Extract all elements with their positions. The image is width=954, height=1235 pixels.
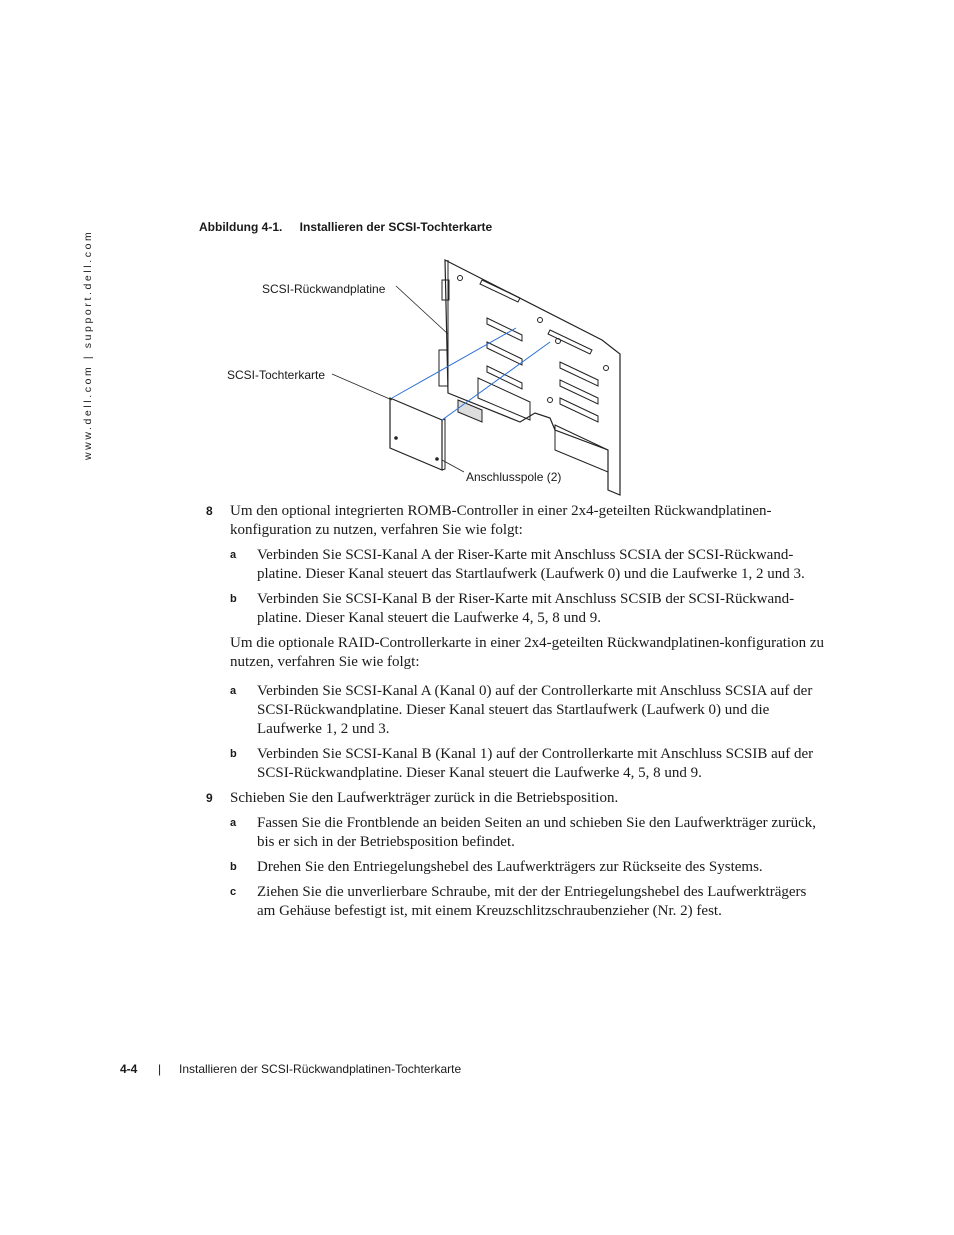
substep-marker: a [230,817,237,829]
leader-daughter-card [332,374,392,400]
substep-text: Verbinden Sie SCSI-Kanal A der Riser-Karte mit Anschluss SCSIA der SCSI-Rückwand-platine. Dieser Kanal steuert das Startlaufwerk (Laufwerk 0) und die Laufwerke 1, 2 und 3. [257,547,805,582]
page-number: 4-4 [120,1062,138,1076]
sidebar-url-text: www.dell.com | support.dell.com [82,229,94,460]
page-footer [120,1062,462,1076]
chapter-title: Installieren der SCSI-Rückwandplatinen-Tochterkarte [179,1062,462,1076]
label-standoffs: Anschlusspole (2) [466,470,562,484]
instructions [206,502,826,921]
step-text: Schieben Sie den Laufwerkträger zurück in die Betriebsposition. [230,790,619,806]
substep-9b [230,858,826,877]
substep-text: Verbinden Sie SCSI-Kanal B der Riser-Karte mit Anschluss SCSIB der SCSI-Rückwand-platine. Dieser Kanal steuert die Laufwerke 4, 5, 8 und 9. [257,591,795,626]
substep-text: Fassen Sie die Frontblende an beiden Seiten an und schieben Sie den Laufwerkträger zurück, bis er sich in der Betriebsposition befindet. [257,815,816,850]
figure-title: Installieren der SCSI-Tochterkarte [299,220,493,234]
daughter-card [390,398,442,470]
substep-marker: b [230,593,237,605]
substep-9a [230,814,826,852]
substep-raid-a [230,682,826,739]
substep-text: Verbinden Sie SCSI-Kanal B (Kanal 1) auf der Controllerkarte mit Anschluss SCSIB auf der SCSI-Rückwandplatine. Dieser Kanal steuert die Laufwerke 4, 5, 8 und 9. [257,746,814,781]
sidebar-url [80,222,102,462]
daughter-card-hole [394,436,398,440]
substep-9c [230,883,826,921]
figure-caption [199,220,492,234]
step-text: Um den optional integrierten ROMB-Controller in einer 2x4-geteilten Rückwandplatinen-konfiguration zu nutzen, verfahren Sie wie folgt: [230,503,772,538]
substep-marker: b [230,861,237,873]
substep-marker: b [230,748,237,760]
substep-marker: a [230,549,237,561]
raid-intro-paragraph: Um die optionale RAID-Controllerkarte in einer 2x4-geteilten Rückwandplatinen-konfiguration zu nutzen, verfahren Sie wie folgt: [230,635,824,670]
substep-text: Verbinden Sie SCSI-Kanal A (Kanal 0) auf der Controllerkarte mit Anschluss SCSIA auf der SCSI-Rückwandplatine. Dieser Kanal steuert das Startlaufwerk (Laufwerk 0) und die Laufwerke 1, 2 und 3. [257,683,813,737]
substep-marker: c [230,886,237,898]
figure-illustration [220,250,640,500]
step-8 [206,502,826,540]
substep-8b [230,590,826,628]
label-backplane: SCSI-Rückwandplatine [262,282,386,296]
step-number: 9 [206,791,213,805]
substep-marker: a [230,685,237,697]
step-9 [206,789,826,808]
daughter-card-hole [435,457,439,461]
substep-8a [230,546,826,584]
leader-backplane [396,286,448,334]
footer-separator: | [158,1062,162,1076]
label-daughter-card: SCSI-Tochterkarte [227,368,326,382]
substep-text: Drehen Sie den Entriegelungshebel des Laufwerkträgers zur Rückseite des Systems. [257,859,763,875]
substep-raid-b [230,745,826,783]
figure-number: Abbildung 4-1. [199,220,283,234]
step-number: 8 [206,504,213,518]
substep-text: Ziehen Sie die unverlierbare Schraube, mit der der Entriegelungshebel des Laufwerkträgers am Gehäuse befestigt ist, mit einem Kreuzschlitzschraubenzieher (Nr. 2) fest. [257,884,807,919]
